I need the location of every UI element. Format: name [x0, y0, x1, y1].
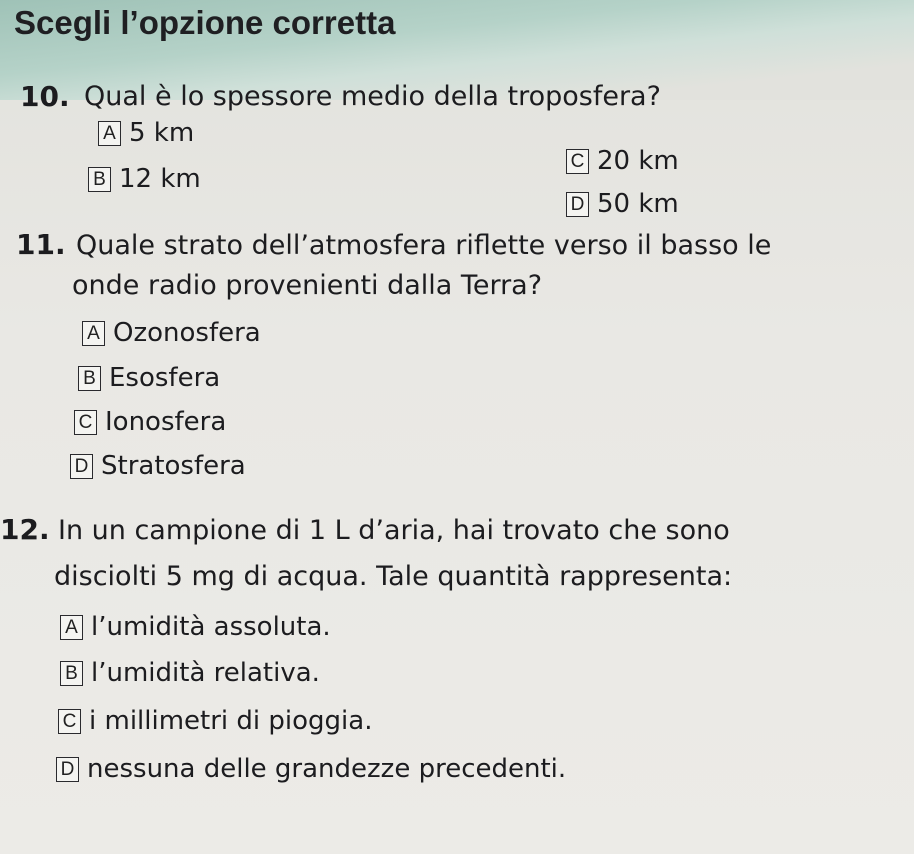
question-12-text-line-1: In un campione di 1 L d’aria, hai trovato che sono	[58, 515, 730, 546]
option-letter-box: C	[74, 410, 97, 435]
option-text: Ionosfera	[105, 407, 227, 437]
option-letter-box: A	[82, 321, 105, 346]
option-text: i millimetri di pioggia.	[89, 706, 373, 736]
question-11-option-b[interactable]	[78, 363, 220, 393]
option-text: Stratosfera	[101, 451, 246, 481]
option-text: 5 km	[129, 118, 195, 148]
question-10-option-b[interactable]	[88, 164, 201, 194]
question-12-option-b[interactable]	[60, 658, 320, 688]
option-letter-box: A	[60, 615, 83, 640]
question-10-option-a[interactable]	[98, 118, 194, 148]
option-letter-box: C	[58, 709, 81, 734]
option-letter-box: D	[70, 454, 93, 479]
option-text: Ozonosfera	[113, 318, 261, 348]
option-letter-box: B	[60, 661, 83, 686]
question-10-option-d[interactable]	[566, 189, 679, 219]
option-text: nessuna delle grandezze precedenti.	[87, 754, 567, 784]
page-title: Scegli l’opzione corretta	[14, 4, 396, 41]
question-11-text-line-1: Quale strato dell’atmosfera riflette verso il basso le	[76, 230, 772, 261]
question-11-number: 11.	[16, 228, 66, 261]
question-10-number: 10.	[20, 80, 70, 113]
question-11-text-line-2: onde radio provenienti dalla Terra?	[72, 270, 543, 301]
question-10-text: Qual è lo spessore medio della troposfera?	[84, 81, 661, 112]
option-letter-box: D	[566, 192, 589, 217]
option-text: 20 km	[597, 146, 679, 176]
option-letter-box: A	[98, 121, 121, 146]
question-11-option-c[interactable]	[74, 407, 226, 437]
option-letter-box: D	[56, 757, 79, 782]
option-letter-box: B	[88, 167, 111, 192]
question-10-option-c[interactable]	[566, 146, 679, 176]
option-letter-box: B	[78, 366, 101, 391]
option-text: l’umidità relativa.	[91, 658, 320, 688]
question-11-option-a[interactable]	[82, 318, 261, 348]
option-letter-box: C	[566, 149, 589, 174]
option-text: 50 km	[597, 189, 679, 219]
question-12-option-d[interactable]	[56, 754, 566, 784]
option-text: Esosfera	[109, 363, 221, 393]
question-12-option-a[interactable]	[60, 612, 331, 642]
question-12-option-c[interactable]	[58, 706, 372, 736]
option-text: 12 km	[119, 164, 201, 194]
option-text: l’umidità assoluta.	[91, 612, 331, 642]
question-12-number: 12.	[0, 513, 50, 546]
question-12-text-line-2: disciolti 5 mg di acqua. Tale quantità rappresenta:	[54, 561, 733, 592]
question-11-option-d[interactable]	[70, 451, 246, 481]
